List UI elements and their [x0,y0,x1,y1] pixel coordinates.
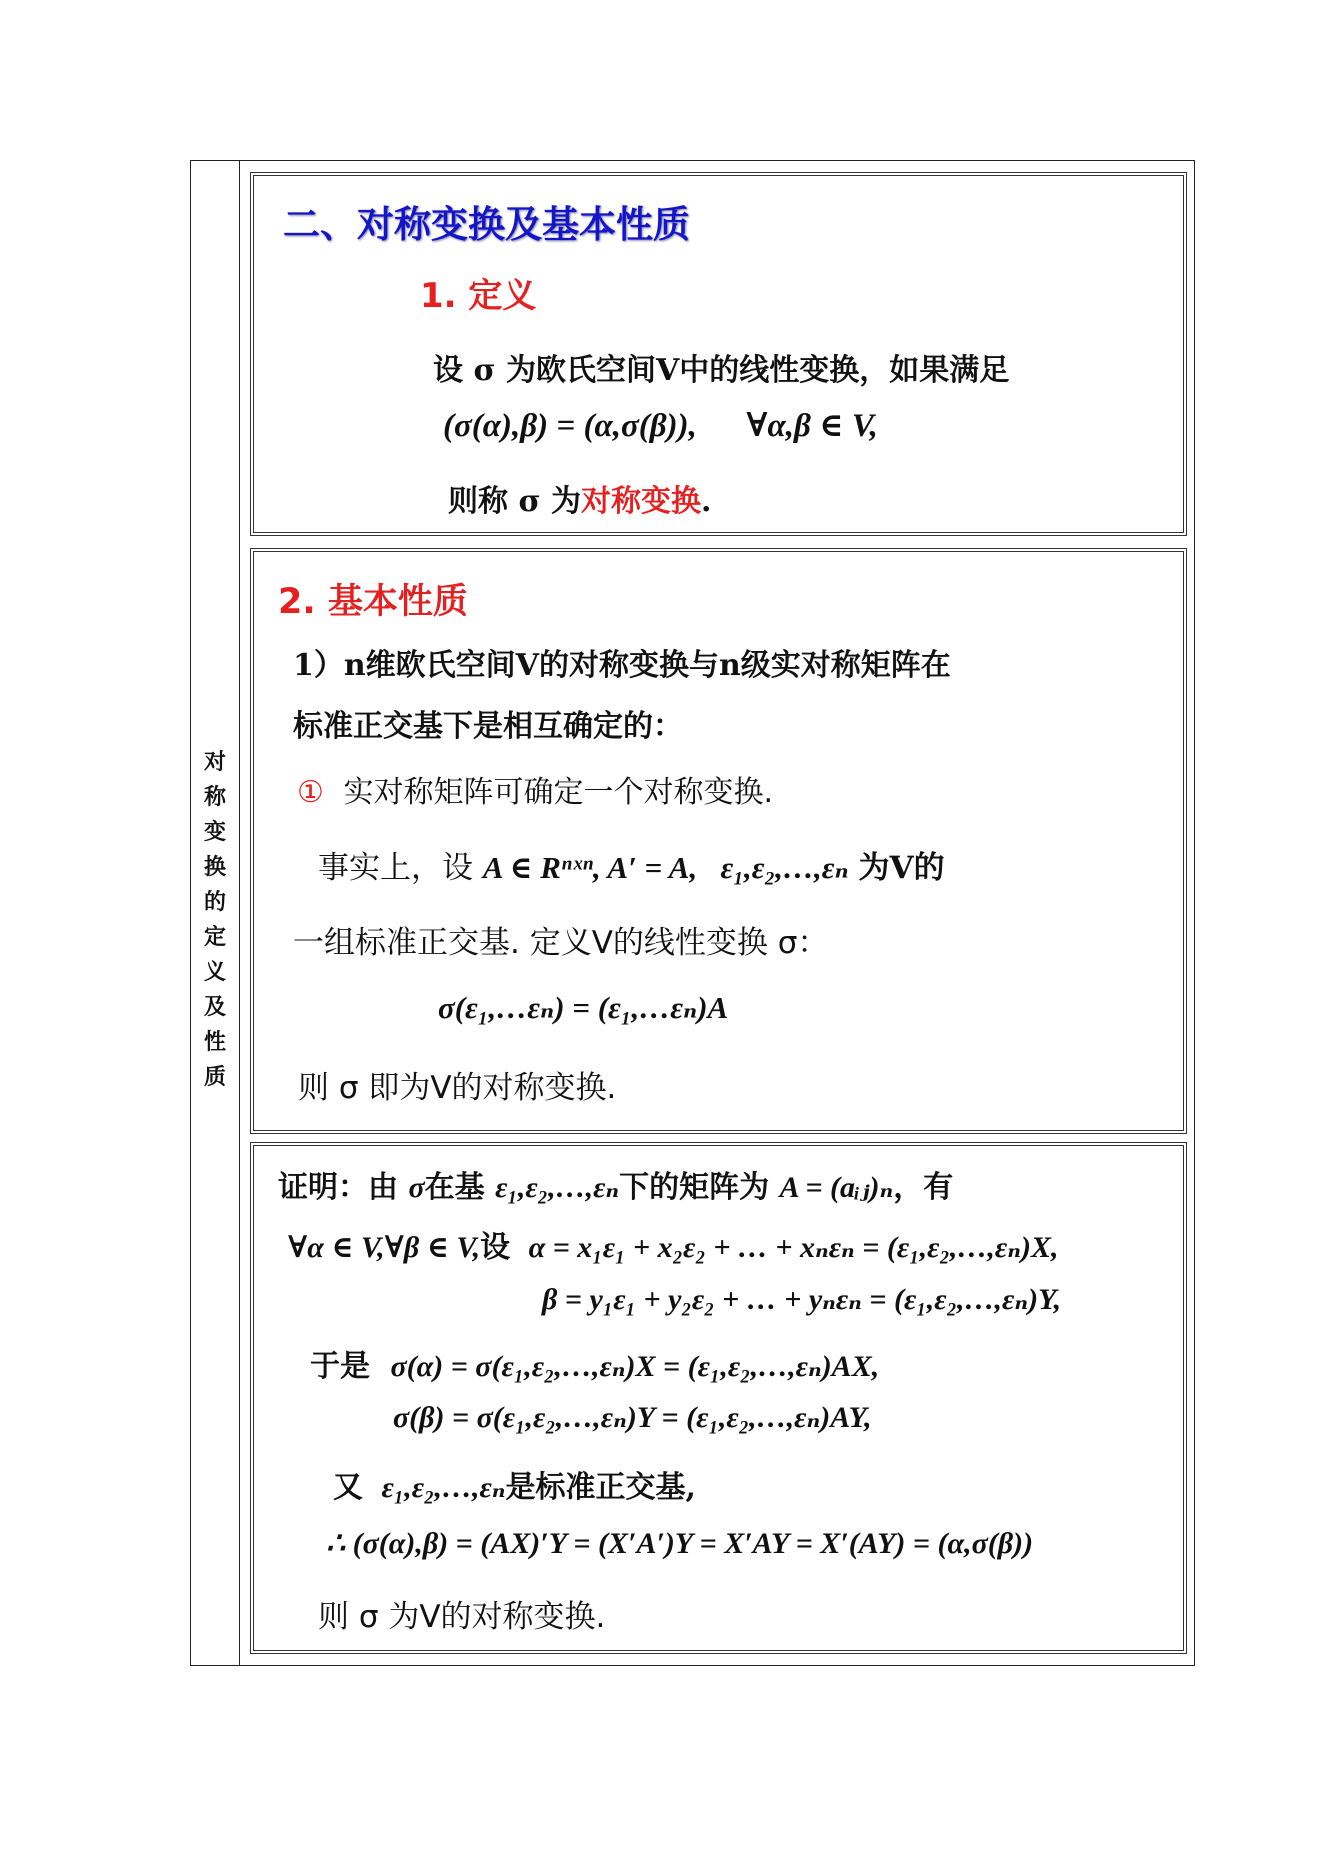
fact-line [318,842,945,887]
properties-box [250,548,1187,1134]
proof-line-1-mid: 在基 [424,1170,485,1205]
proof-line-1-pre: 证明：由 [278,1170,398,1205]
proof-basis-2: ε₁,ε₂,…,εₙ [381,1471,506,1504]
proof-matrix: A = (aᵢⱼ)ₙ [779,1171,894,1204]
proof-line-1 [278,1162,953,1206]
section-title: 二、对称变换及基本性质 [283,203,690,246]
proof-line-2 [288,1222,1058,1266]
fact-line-math: A ∈ Rⁿˣⁿ, A′ = A, ε₁,ε₂,…,εₙ [482,850,849,885]
property-1-line-2: 标准正交基下是相互确定的： [293,709,683,744]
proof-line-6 [333,1462,696,1506]
properties-heading: 2. 基本性质 [278,582,468,622]
item-1 [297,767,773,811]
proof-thus: 于是 [310,1349,370,1384]
proof-line-1-mid2: 下的矩阵为 [619,1170,770,1205]
fact-line-post: 为V的 [858,850,945,886]
symmetric-transform-term: 对称变换 [581,484,702,519]
proof-line-1-end: ，有 [893,1170,954,1205]
proof-line-6-post: 是标准正交基, [505,1470,696,1505]
sigma-alpha-formula: σ(α) = σ(ε₁,ε₂,…,εₙ)X = (ε₁,ε₂,…,εₙ)AX, [390,1350,880,1383]
definition-conclusion-end: . [701,484,712,519]
definition-conclusion [448,476,711,520]
sidebar-label: 对 称 变 换 的 定 义 及 性 质 [203,750,226,1090]
proof-conclusion: 则 σ 为V的对称变换. [318,1599,606,1635]
proof-box [250,1142,1187,1654]
definition-conclusion-pre: 则称 σ 为 [448,484,582,519]
fact-line-pre: 事实上，设 [318,850,473,886]
proof-basis: ε₁,ε₂,…,εₙ [495,1171,620,1204]
property-1-line-1: 1）n维欧氏空间V的对称变换与n级实对称矩阵在 [293,648,951,683]
final-equality-formula: ∴ (σ(α),β) = (AX)′Y = (X′A′)Y = X′AY = X′(AY) = (α,σ(β)) [326,1527,1034,1560]
alpha-expansion: α = x₁ε₁ + x₂ε₂ + … + xₙεₙ = (ε₁,ε₂,…,εₙ)X, [528,1231,1059,1264]
symmetry-condition-formula: (σ(α),β) = (α,σ(β)), ∀α,β ∈ V, [443,408,878,444]
proof-also: 又 [333,1470,363,1505]
beta-expansion: β = y₁ε₁ + y₂ε₂ + … + yₙεₙ = (ε₁,ε₂,…,εₙ)Y, [542,1283,1062,1316]
sigma-beta-formula: σ(β) = σ(ε₁,ε₂,…,εₙ)Y = (ε₁,ε₂,…,εₙ)AY, [393,1401,872,1434]
item-1-text: 实对称矩阵可确定一个对称变换. [343,775,773,810]
definition-heading: 1. 定义 [420,276,537,316]
proof-sigma: σ [408,1171,425,1204]
basis-line: 一组标准正交基. 定义V的线性变换 σ： [293,925,829,961]
transform-definition-formula: σ(ε₁,…εₙ) = (ε₁,…εₙ)A [438,990,729,1025]
proof-quantifiers: ∀α ∈ V,∀β ∈ V, [288,1231,481,1264]
proof-let: 设 [480,1230,511,1265]
properties-conclusion: 则 σ 即为V的对称变换. [298,1070,617,1106]
item-1-marker: ① [297,775,324,810]
definition-line: 设 σ 为欧氏空间V中的线性变换，如果满足 [433,353,1010,388]
proof-line-4 [310,1341,879,1385]
